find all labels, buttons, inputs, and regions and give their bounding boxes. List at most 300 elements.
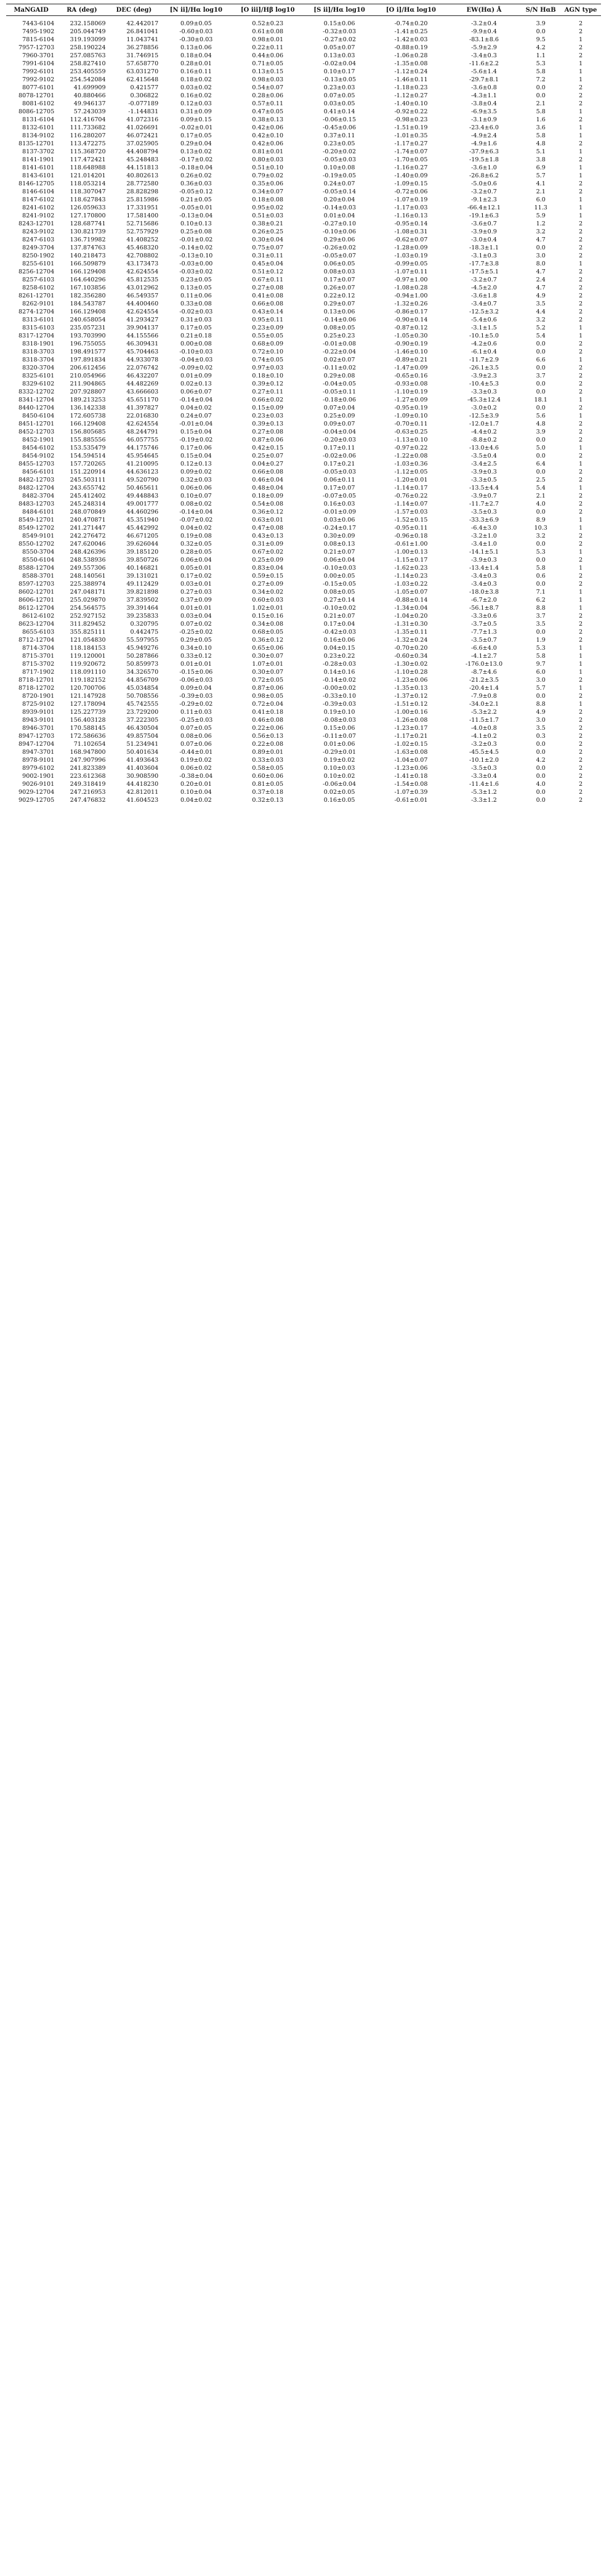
cell-dec: 49.112429	[126, 581, 159, 587]
cell-sii-halpha: -0.10±0.06	[323, 228, 357, 235]
cell-oi-halpha: -1.23±0.17	[394, 725, 428, 732]
table-row	[6, 68, 601, 76]
cell-sii-halpha: 0.20±0.04	[323, 196, 355, 203]
table-row	[6, 92, 601, 100]
table-row	[6, 348, 601, 356]
cell-agn-type: 2	[578, 373, 583, 379]
cell-oi-halpha: -1.35±0.13	[394, 685, 428, 692]
cell-ew-halpha: -176.0±13.0	[465, 661, 503, 668]
cell-sn-halpha-broad: 0.0	[536, 741, 546, 748]
cell-agn-type: 2	[578, 140, 583, 147]
cell-sn-halpha-broad: 5.8	[536, 68, 546, 75]
cell-sii-halpha: -0.05±0.03	[323, 156, 357, 163]
cell-mangaid: 8718-12701	[18, 677, 55, 684]
cell-oi-halpha: -1.35±0.11	[394, 629, 428, 636]
cell-nii-halpha: 0.10±0.04	[180, 789, 212, 796]
cell-sii-halpha: 0.05±0.07	[323, 44, 355, 51]
cell-mangaid: 8243-9102	[22, 228, 55, 235]
cell-dec: 48.244791	[126, 429, 159, 435]
cell-agn-type: 2	[578, 621, 583, 628]
cell-oi-halpha: -0.98±0.23	[394, 116, 428, 123]
cell-sn-halpha-broad: 7.1	[536, 589, 546, 596]
cell-dec: 43.012962	[126, 285, 159, 291]
cell-oi-halpha: -1.32±0.24	[394, 637, 428, 644]
cell-sn-halpha-broad: 9.7	[536, 661, 546, 668]
cell-agn-type: 2	[578, 725, 583, 732]
cell-ra: 166.129408	[70, 309, 106, 315]
cell-sii-halpha: 0.04±0.15	[323, 645, 355, 652]
cell-oi-halpha: -0.61±0.01	[394, 797, 428, 804]
table-row	[6, 156, 601, 164]
cell-agn-type: 2	[578, 757, 583, 764]
cell-oi-halpha: -1.14±0.23	[394, 573, 428, 579]
cell-oiii-hbeta: 0.61±0.08	[252, 28, 284, 35]
cell-nii-halpha: 0.06±0.02	[180, 765, 212, 772]
cell-ew-halpha: -5.3±2.2	[471, 709, 497, 716]
cell-ew-halpha: -5.3±1.2	[471, 789, 497, 796]
table-row	[6, 580, 601, 588]
cell-ra: 119.920672	[70, 661, 106, 668]
table-row	[6, 124, 601, 132]
cell-oiii-hbeta: 0.38±0.13	[252, 116, 284, 123]
cell-mangaid: 8456-6101	[22, 469, 55, 475]
table-row	[6, 396, 601, 404]
cell-dec: 39.850726	[126, 557, 159, 563]
cell-ra: 235.057231	[70, 325, 106, 331]
cell-sn-halpha-broad: 5.8	[536, 132, 546, 139]
cell-dec: 63.031270	[126, 68, 159, 75]
cell-ra: 210.054966	[70, 373, 106, 379]
cell-dec: 41.403604	[126, 765, 159, 772]
cell-oiii-hbeta: 0.79±0.02	[252, 172, 284, 179]
cell-ra: 206.612456	[70, 365, 106, 371]
cell-ra: 167.103856	[70, 285, 106, 291]
cell-ew-halpha: -19.1±6.3	[469, 212, 499, 219]
cell-ra: 120.700706	[70, 685, 106, 692]
cell-sn-halpha-broad: 3.7	[536, 373, 546, 379]
cell-oiii-hbeta: 0.98±0.05	[252, 693, 284, 700]
table-row	[6, 452, 601, 460]
cell-dec: 44.933078	[126, 357, 159, 363]
cell-oi-halpha: -1.46±0.11	[394, 76, 428, 83]
table-row	[6, 796, 601, 804]
cell-nii-halpha: 0.11±0.06	[180, 293, 212, 299]
cell-oiii-hbeta: 0.63±0.01	[252, 517, 284, 523]
cell-oi-halpha: -1.12±0.24	[394, 68, 428, 75]
cell-mangaid: 8320-3704	[22, 365, 55, 371]
cell-oiii-hbeta: 0.81±0.05	[252, 781, 284, 788]
cell-sn-halpha-broad: 7.2	[536, 76, 546, 83]
cell-oiii-hbeta: 0.32±0.13	[252, 797, 284, 804]
cell-nii-halpha: 0.26±0.02	[180, 172, 212, 179]
cell-oiii-hbeta: 0.97±0.03	[252, 365, 284, 371]
cell-sn-halpha-broad: 4.0	[536, 501, 546, 507]
cell-ew-halpha: -3.2±0.4	[471, 20, 497, 27]
table-row	[6, 596, 601, 604]
cell-ew-halpha: -11.5±1.7	[469, 717, 499, 724]
cell-sn-halpha-broad: 0.0	[536, 541, 546, 547]
cell-sn-halpha-broad: 0.0	[536, 789, 546, 796]
cell-nii-halpha: 0.07±0.06	[180, 741, 212, 748]
cell-sii-halpha: -0.15±0.05	[323, 581, 357, 587]
cell-ra: 136.719982	[70, 236, 106, 243]
cell-sii-halpha: 0.22±0.12	[323, 293, 355, 299]
cell-dec: 46.671205	[126, 533, 159, 539]
cell-sn-halpha-broad: 1.9	[536, 637, 546, 644]
cell-agn-type: 1	[578, 653, 583, 660]
cell-dec: 49.520790	[126, 477, 159, 483]
cell-sn-halpha-broad: 0.0	[536, 389, 546, 395]
cell-sii-halpha: 0.06±0.05	[323, 260, 355, 267]
cell-mangaid: 8313-6101	[22, 317, 55, 323]
cell-ew-halpha: -12.0±1.7	[469, 421, 499, 427]
cell-nii-halpha: -0.29±0.02	[179, 701, 213, 708]
cell-mangaid: 8329-6102	[22, 381, 55, 387]
cell-nii-halpha: -0.15±0.06	[179, 669, 213, 676]
cell-oiii-hbeta: 0.98±0.01	[252, 36, 284, 43]
cell-mangaid: 8440-12704	[18, 405, 55, 411]
cell-oiii-hbeta: 0.31±0.09	[252, 541, 284, 547]
cell-nii-halpha: 0.29±0.04	[180, 140, 212, 147]
cell-ew-halpha: -19.5±1.8	[469, 156, 499, 163]
cell-ra: 245.503111	[70, 477, 106, 483]
cell-sii-halpha: -0.26±0.02	[323, 244, 357, 251]
cell-ra: 182.356280	[70, 293, 106, 299]
cell-oiii-hbeta: 0.22±0.06	[252, 725, 284, 732]
cell-ra: 247.907996	[70, 757, 106, 764]
cell-dec: 28.828298	[126, 188, 159, 195]
cell-oiii-hbeta: 0.44±0.06	[252, 52, 284, 59]
cell-agn-type: 2	[578, 389, 583, 395]
table-row	[6, 172, 601, 180]
cell-sii-halpha: -0.24±0.17	[323, 525, 357, 531]
cell-sii-halpha: -0.33±0.10	[323, 693, 357, 700]
cell-nii-halpha: 0.03±0.01	[180, 581, 212, 587]
cell-mangaid: 8077-6101	[22, 84, 55, 91]
cell-ra: 121.014201	[70, 172, 106, 179]
cell-ew-halpha: -4.0±0.8	[471, 725, 497, 732]
cell-sn-halpha-broad: 0.0	[536, 797, 546, 804]
cell-ra: 125.227739	[70, 709, 106, 716]
cell-ew-halpha: -23.4±6.0	[469, 124, 499, 131]
cell-oiii-hbeta: 0.72±0.04	[252, 701, 284, 708]
header-nii-halpha: [N ii]/Hα log10	[160, 4, 232, 16]
cell-sii-halpha: -0.05±0.07	[323, 252, 357, 259]
cell-nii-halpha: 0.17±0.06	[180, 445, 212, 451]
cell-oiii-hbeta: 0.60±0.03	[252, 597, 284, 604]
cell-mangaid: 8274-12704	[18, 309, 55, 315]
cell-oiii-hbeta: 0.87±0.06	[252, 685, 284, 692]
cell-sn-halpha-broad: 10.3	[534, 525, 547, 531]
table-row	[6, 588, 601, 596]
cell-oiii-hbeta: 0.51±0.12	[252, 269, 284, 275]
cell-ew-halpha: -4.2±0.6	[471, 341, 497, 347]
cell-nii-halpha: 0.10±0.13	[180, 220, 212, 227]
cell-oi-halpha: -1.00±0.16	[394, 709, 428, 716]
cell-nii-halpha: -0.03±0.02	[179, 269, 213, 275]
cell-oiii-hbeta: 0.47±0.08	[252, 525, 284, 531]
cell-ra: 245.412402	[70, 493, 106, 499]
cell-oi-halpha: -1.23±0.06	[394, 677, 428, 684]
cell-sn-halpha-broad: 5.6	[536, 413, 546, 419]
cell-ew-halpha: -3.4±0.3	[471, 573, 497, 579]
cell-mangaid: 8947-12703	[18, 733, 55, 740]
table-row	[6, 692, 601, 700]
cell-sii-halpha: -0.28±0.03	[323, 661, 357, 668]
cell-ew-halpha: -3.2±1.0	[471, 533, 497, 539]
cell-sn-halpha-broad: 0.3	[536, 733, 546, 740]
cell-agn-type: 2	[578, 453, 583, 459]
cell-sii-halpha: 0.26±0.07	[323, 285, 355, 291]
cell-sn-halpha-broad: 2.5	[536, 477, 546, 483]
cell-nii-halpha: -0.01±0.02	[179, 236, 213, 243]
cell-oiii-hbeta: 0.72±0.05	[252, 677, 284, 684]
cell-dec: 44.460296	[126, 509, 159, 515]
cell-ra: 164.640296	[70, 277, 106, 283]
cell-sii-halpha: -0.04±0.05	[323, 381, 357, 387]
cell-sn-halpha-broad: 0.0	[536, 773, 546, 780]
cell-sn-halpha-broad: 0.0	[536, 453, 546, 459]
cell-oi-halpha: -1.03±0.36	[394, 461, 428, 467]
table-row	[6, 204, 601, 212]
cell-ra: 41.699909	[73, 84, 106, 91]
cell-sn-halpha-broad: 3.9	[536, 20, 546, 27]
table-row	[6, 676, 601, 684]
cell-ra: 225.388974	[70, 581, 106, 587]
cell-oi-halpha: -1.15±0.17	[394, 557, 428, 563]
cell-dec: 49.001777	[126, 501, 159, 507]
cell-dec: 52.715686	[126, 220, 159, 227]
cell-sn-halpha-broad: 0.0	[536, 693, 546, 700]
cell-dec: 0.442475	[130, 629, 159, 636]
cell-sii-halpha: 0.06±0.11	[323, 477, 355, 483]
cell-ew-halpha: -3.6±1.8	[471, 293, 497, 299]
cell-mangaid: 8131-6104	[22, 116, 55, 123]
cell-agn-type: 2	[578, 629, 583, 636]
cell-mangaid: 8247-6103	[22, 236, 55, 243]
cell-oiii-hbeta: 0.42±0.06	[252, 124, 284, 131]
cell-agn-type: 1	[578, 461, 583, 467]
cell-ra: 184.543787	[70, 301, 106, 307]
cell-oiii-hbeta: 0.51±0.03	[252, 212, 284, 219]
cell-ew-halpha: -21.2±3.5	[469, 677, 499, 684]
cell-mangaid: 8318-3704	[22, 357, 55, 363]
cell-oi-halpha: -1.05±0.07	[394, 589, 428, 596]
cell-nii-halpha: -0.19±0.02	[179, 437, 213, 443]
cell-oi-halpha: -1.41±0.25	[394, 28, 428, 35]
cell-mangaid: 8078-12701	[18, 92, 55, 99]
cell-oi-halpha: -1.10±0.19	[394, 389, 428, 395]
cell-dec: 55.597955	[126, 637, 159, 644]
cell-oi-halpha: -1.09±0.10	[394, 413, 428, 419]
cell-oiii-hbeta: 0.35±0.06	[252, 180, 284, 187]
cell-ew-halpha: -18.3±1.1	[469, 244, 499, 251]
cell-ew-halpha: -12.5±3.9	[469, 413, 499, 419]
cell-ew-halpha: -13.4±1.4	[469, 565, 499, 571]
cell-sii-halpha: 0.13±0.06	[323, 309, 355, 315]
cell-oi-halpha: -1.01±0.35	[394, 132, 428, 139]
cell-agn-type: 1	[578, 597, 583, 604]
cell-nii-halpha: -0.18±0.04	[179, 164, 213, 171]
cell-mangaid: 8712-12704	[18, 637, 55, 644]
cell-dec: 45.248483	[126, 156, 159, 163]
cell-ew-halpha: -3.4±0.3	[471, 581, 497, 587]
cell-sn-halpha-broad: 3.2	[536, 533, 546, 539]
cell-oiii-hbeta: 0.25±0.09	[252, 557, 284, 563]
cell-ra: 245.248314	[70, 501, 106, 507]
table-row	[6, 412, 601, 420]
cell-agn-type: 2	[578, 116, 583, 123]
cell-sii-halpha: 0.15±0.06	[323, 725, 355, 732]
cell-ra: 253.405559	[70, 68, 106, 75]
cell-sn-halpha-broad: 0.0	[536, 405, 546, 411]
cell-oiii-hbeta: 0.87±0.06	[252, 437, 284, 443]
cell-agn-type: 1	[578, 645, 583, 652]
cell-sii-halpha: 0.08±0.05	[323, 589, 355, 596]
cell-oi-halpha: -1.16±0.27	[394, 164, 428, 171]
cell-dec: 50.708556	[126, 693, 159, 700]
cell-oi-halpha: -0.92±0.22	[394, 108, 428, 115]
cell-sii-halpha: -0.13±0.05	[323, 76, 357, 83]
cell-ra: 355.825111	[70, 629, 106, 636]
cell-ew-halpha: -37.9±6.3	[469, 148, 499, 155]
cell-sn-halpha-broad: 0.0	[536, 765, 546, 772]
table-row	[6, 84, 601, 92]
cell-oi-halpha: -1.13±0.10	[394, 437, 428, 443]
cell-nii-halpha: 0.01±0.01	[180, 605, 212, 612]
table-row	[6, 516, 601, 524]
cell-agn-type: 2	[578, 293, 583, 299]
cell-dec: 0.421577	[130, 84, 159, 91]
cell-dec: 39.131021	[126, 573, 159, 579]
cell-mangaid: 8318-1901	[22, 341, 55, 347]
cell-ra: 117.472421	[70, 156, 106, 163]
header-agn-type: AGN type	[560, 4, 601, 16]
cell-oi-halpha: -1.02±0.15	[394, 741, 428, 748]
cell-agn-type: 2	[578, 637, 583, 644]
cell-sii-halpha: -0.14±0.03	[323, 204, 357, 211]
cell-oiii-hbeta: 0.47±0.05	[252, 108, 284, 115]
cell-mangaid: 8317-12704	[18, 333, 55, 339]
cell-dec: 45.442992	[126, 525, 159, 531]
cell-agn-type: 2	[578, 557, 583, 563]
cell-nii-halpha: -0.10±0.03	[179, 349, 213, 355]
cell-agn-type: 2	[578, 613, 583, 620]
cell-ew-halpha: -5.4±0.6	[471, 317, 497, 323]
cell-sii-halpha: -0.06±0.15	[323, 116, 357, 123]
cell-oiii-hbeta: 0.23±0.09	[252, 325, 284, 331]
cell-nii-halpha: -0.06±0.03	[179, 677, 213, 684]
cell-sn-halpha-broad: 8.0	[536, 260, 546, 267]
table-row	[6, 308, 601, 316]
cell-ra: 166.129408	[70, 421, 106, 427]
cell-oiii-hbeta: 0.95±0.02	[252, 204, 284, 211]
table-row	[6, 716, 601, 724]
cell-oi-halpha: -0.88±0.19	[394, 44, 428, 51]
cell-mangaid: 9026-9101	[22, 781, 55, 788]
cell-agn-type: 2	[578, 285, 583, 291]
cell-ew-halpha: -3.1±0.9	[471, 116, 497, 123]
cell-sii-halpha: -0.01±0.08	[323, 341, 357, 347]
cell-mangaid: 8550-6104	[22, 557, 55, 563]
cell-oi-halpha: -1.74±0.07	[394, 148, 428, 155]
table-row	[6, 444, 601, 452]
table-row	[6, 636, 601, 644]
cell-mangaid: 8332-12702	[18, 389, 55, 395]
cell-mangaid: 8720-1901	[22, 693, 55, 700]
table-row	[6, 572, 601, 580]
cell-oi-halpha: -0.60±0.34	[394, 653, 428, 660]
cell-dec: 36.278856	[126, 44, 159, 51]
cell-dec: 44.408794	[126, 148, 159, 155]
cell-mangaid: 8250-1902	[22, 252, 55, 259]
cell-mangaid: 8947-12704	[18, 741, 55, 748]
cell-sii-halpha: -0.11±0.02	[323, 365, 357, 371]
cell-oi-halpha: -0.61±1.00	[394, 541, 428, 547]
cell-sn-halpha-broad: 3.6	[536, 124, 546, 131]
cell-agn-type: 2	[578, 20, 583, 27]
cell-oiii-hbeta: 0.57±0.11	[252, 100, 284, 107]
cell-mangaid: 8137-3702	[22, 148, 55, 155]
cell-mangaid: 8341-12704	[18, 397, 55, 403]
cell-sii-halpha: 0.00±0.05	[323, 573, 355, 579]
cell-dec: 50.859973	[126, 661, 159, 668]
cell-oiii-hbeta: 0.42±0.06	[252, 140, 284, 147]
cell-ew-halpha: -18.0±3.8	[469, 589, 499, 596]
cell-dec: 31.746915	[126, 52, 159, 59]
cell-ra: 127.170800	[70, 212, 106, 219]
cell-ew-halpha: -11.7±2.9	[469, 357, 499, 363]
cell-ew-halpha: -13.0±4.6	[469, 445, 499, 451]
cell-sn-halpha-broad: 8.9	[536, 517, 546, 523]
table-row	[6, 372, 601, 380]
table-row	[6, 644, 601, 652]
cell-dec: 39.626044	[126, 541, 159, 547]
cell-nii-halpha: 0.07±0.02	[180, 621, 212, 628]
cell-agn-type: 2	[578, 28, 583, 35]
cell-oi-halpha: -1.37±0.12	[394, 693, 428, 700]
cell-oi-halpha: -1.03±0.19	[394, 252, 428, 259]
cell-dec: 50.287866	[126, 653, 159, 660]
cell-nii-halpha: -0.17±0.02	[179, 156, 213, 163]
cell-mangaid: 7992-6101	[22, 68, 55, 75]
cell-ra: 151.220914	[70, 469, 106, 475]
cell-agn-type: 1	[578, 445, 583, 451]
table-row	[6, 460, 601, 468]
cell-mangaid: 8623-12704	[18, 621, 55, 628]
cell-sn-halpha-broad: 5.8	[536, 653, 546, 660]
cell-ra: 252.927152	[70, 613, 106, 620]
cell-ew-halpha: -4.9±2.4	[471, 132, 497, 139]
cell-agn-type: 2	[578, 533, 583, 539]
cell-oiii-hbeta: 0.22±0.11	[252, 44, 284, 51]
cell-agn-type: 1	[578, 132, 583, 139]
cell-oiii-hbeta: 0.83±0.04	[252, 565, 284, 571]
cell-ew-halpha: -6.1±0.4	[471, 349, 497, 355]
cell-oiii-hbeta: 0.55±0.05	[252, 333, 284, 339]
cell-sn-halpha-broad: 6.0	[536, 669, 546, 676]
cell-oi-halpha: -0.93±0.08	[394, 381, 428, 387]
cell-mangaid: 8978-9101	[22, 757, 55, 764]
cell-oi-halpha: -0.95±0.11	[394, 525, 428, 531]
cell-nii-halpha: 0.06±0.04	[180, 557, 212, 563]
cell-sn-halpha-broad: 4.2	[536, 44, 546, 51]
cell-ew-halpha: -3.6±0.8	[471, 84, 497, 91]
cell-mangaid: 8612-12704	[18, 605, 55, 612]
cell-ra: 311.829452	[70, 621, 106, 628]
table-row	[6, 748, 601, 756]
cell-ew-halpha: -10.1±2.0	[469, 757, 499, 764]
